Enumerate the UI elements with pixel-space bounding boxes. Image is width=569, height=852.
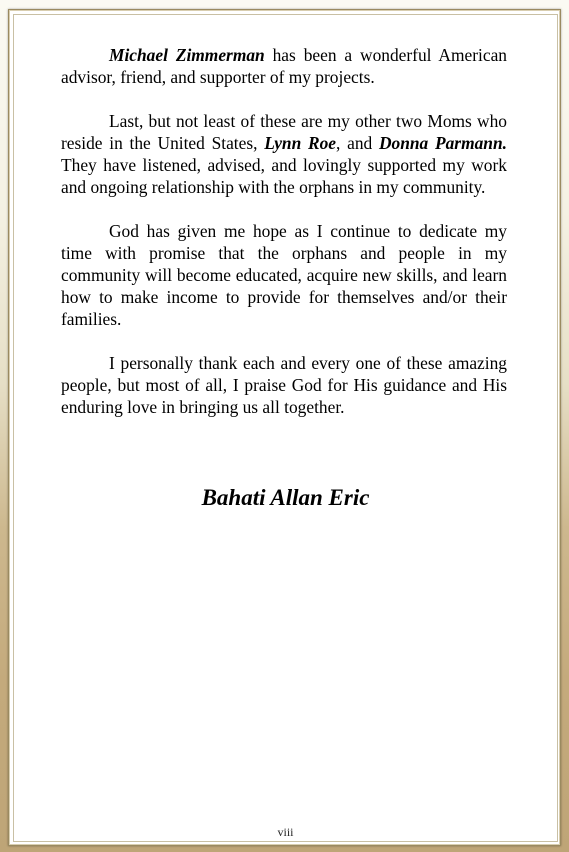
author-signature: Bahati Allan Eric — [201, 485, 370, 510]
paragraph-3: God has given me hope as I continue to dedicate my time with promise that the orphans and people in my community will become educated, acquire new skills, and learn how to make income to provide for themselves and/or their families. — [61, 221, 507, 329]
person-name-michael-zimmerman: Michael Zimmerman — [109, 45, 265, 65]
paragraph-2 — [61, 110, 507, 198]
paragraph-2-text-c: They have listened, advised, and lovingly supported my work and ongoing relationship with the orphans in my community. — [61, 155, 507, 197]
document-page — [13, 14, 558, 842]
paragraph-4: I personally thank each and every one of these amazing people, but most of all, I praise God for His guidance and His enduring love in bringing us all together. — [61, 353, 507, 417]
body-text — [61, 44, 507, 418]
person-name-lynn-roe: Lynn Roe — [264, 133, 337, 153]
person-name-donna-parmann: Donna Parmann. — [378, 133, 507, 153]
paragraph-1 — [61, 44, 507, 88]
paragraph-1-text: has been a wonderful American advisor, friend, and supporter of my projects. — [61, 45, 507, 87]
paragraph-2-text-a: Last, but not least of these are my other two Moms who reside in the United States, — [61, 111, 507, 153]
paragraph-2-text-b: , and — [336, 133, 379, 153]
page-number: viii — [277, 825, 294, 839]
